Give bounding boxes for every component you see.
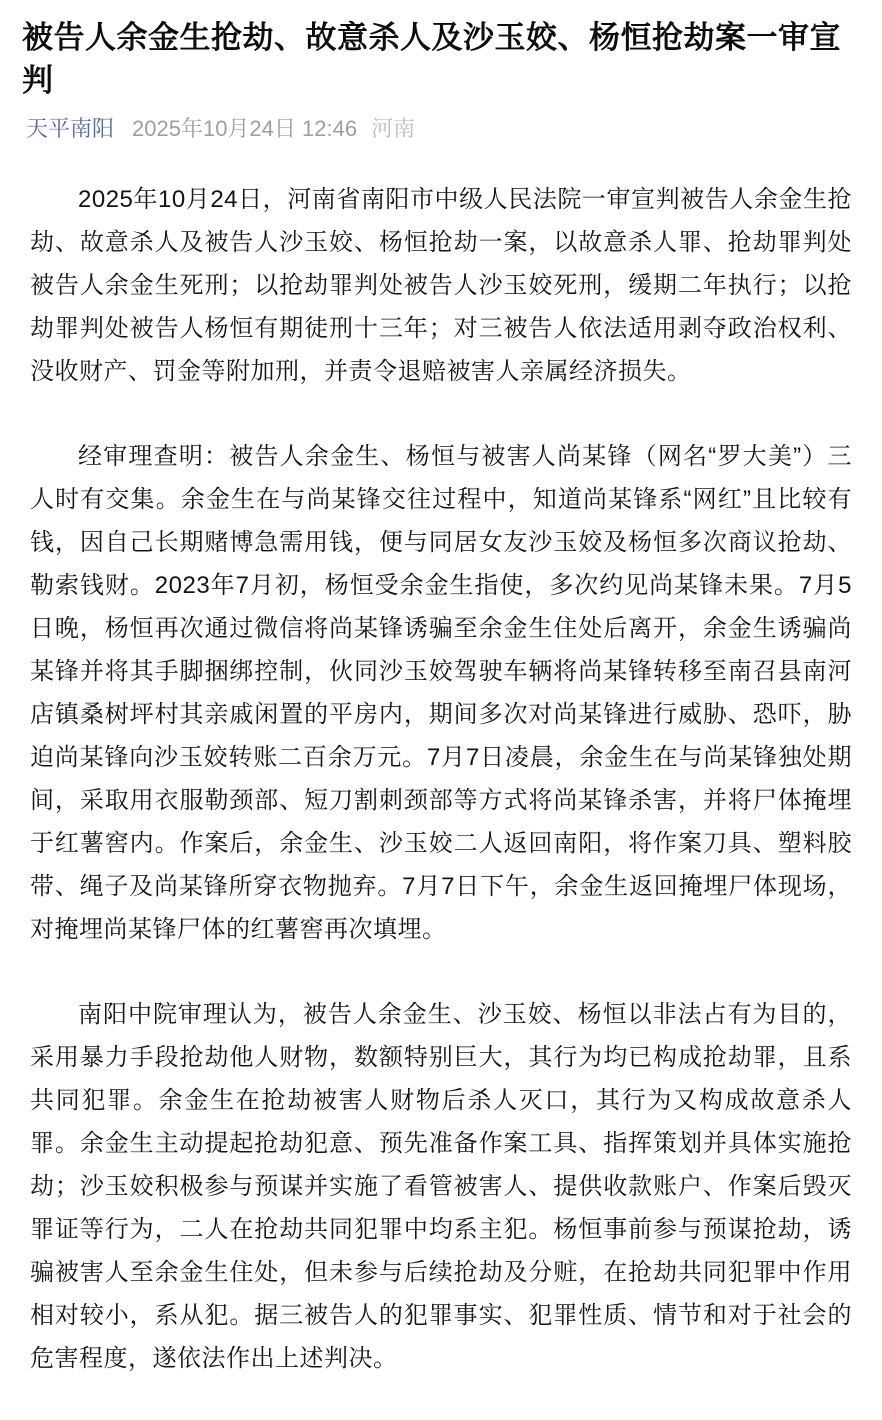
author-link[interactable]: 天平南阳: [26, 115, 115, 141]
article-content: [30, 178, 852, 1380]
publish-location: 河南: [371, 115, 416, 141]
publish-date: 2025年10月24日 12:46: [132, 115, 358, 141]
article-paragraph-verdict: 2025年10月24日，河南省南阳市中级人民法院一审宣判被告人余金生抢劫、故意杀人及被告人沙玉姣、杨恒抢劫一案，以故意杀人罪、抢劫罪判处被告人余金生死刑；以抢劫罪判处被告人沙玉姣死刑，缓期二年执行；以抢劫罪判处被告人杨恒有期徒刑十三年；对三被告人依法适用剥夺政治权利、没收财产、罚金等附加刑，并责令退赔被害人亲属经济损失。: [30, 186, 852, 386]
article-paragraph-court-opinion: 南阳中院审理认为，被告人余金生、沙玉姣、杨恒以非法占有为目的，采用暴力手段抢劫他人财物，数额特别巨大，其行为均已构成抢劫罪，且系共同犯罪。余金生在抢劫被害人财物后杀人灭口，其行为又构成故意杀人罪。余金生主动提起抢劫犯意、预先准备作案工具、指挥策划并具体实施抢劫；沙玉姣积极参与预谋并实施了看管被害人、提供收款账户、作案后毁灭罪证等行为，二人在抢劫共同犯罪中均系主犯。杨恒事前参与预谋抢劫，诱骗被害人至余金生住处，但未参与后续抢劫及分赃，在抢劫共同犯罪中作用相对较小，系从犯。据三被告人的犯罪事实、犯罪性质、情节和对于社会的危害程度，遂依法作出上述判决。: [30, 1001, 852, 1373]
article-byline: [26, 116, 852, 142]
article-paragraph-facts: 经审理查明：被告人余金生、杨恒与被害人尚某锋（网名“罗大美”）三人时有交集。余金生在与尚某锋交往过程中，知道尚某锋系“网红”且比较有钱，因自己长期赌博急需用钱，便与同居女友沙玉姣及杨恒多次商议抢劫、勒索钱财。2023年7月初，杨恒受余金生指使，多次约见尚某锋未果。7月5日晚，杨恒再次通过微信将尚某锋诱骗至余金生住处后离开，余金生诱骗尚某锋并将其手脚捆绑控制，伙同沙玉姣驾驶车辆将尚某锋转移至南召县南河店镇桑树坪村其亲戚闲置的平房内，期间多次对尚某锋进行威胁、恐吓，胁迫尚某锋向沙玉姣转账二百余万元。7月7日凌晨，余金生在与尚某锋独处期间，采取用衣服勒颈部、短刀割刺颈部等方式将尚某锋杀害，并将尸体掩埋于红薯窖内。作案后，余金生、沙玉姣二人返回南阳，将作案刀具、塑料胶带、绳子及尚某锋所穿衣物抛弃。7月7日下午，余金生返回掩埋尸体现场，对掩埋尚某锋尸体的红薯窖再次填埋。: [30, 443, 852, 944]
article-title: 被告人余金生抢劫、故意杀人及沙玉姣、杨恒抢劫案一审宣判: [22, 20, 841, 99]
